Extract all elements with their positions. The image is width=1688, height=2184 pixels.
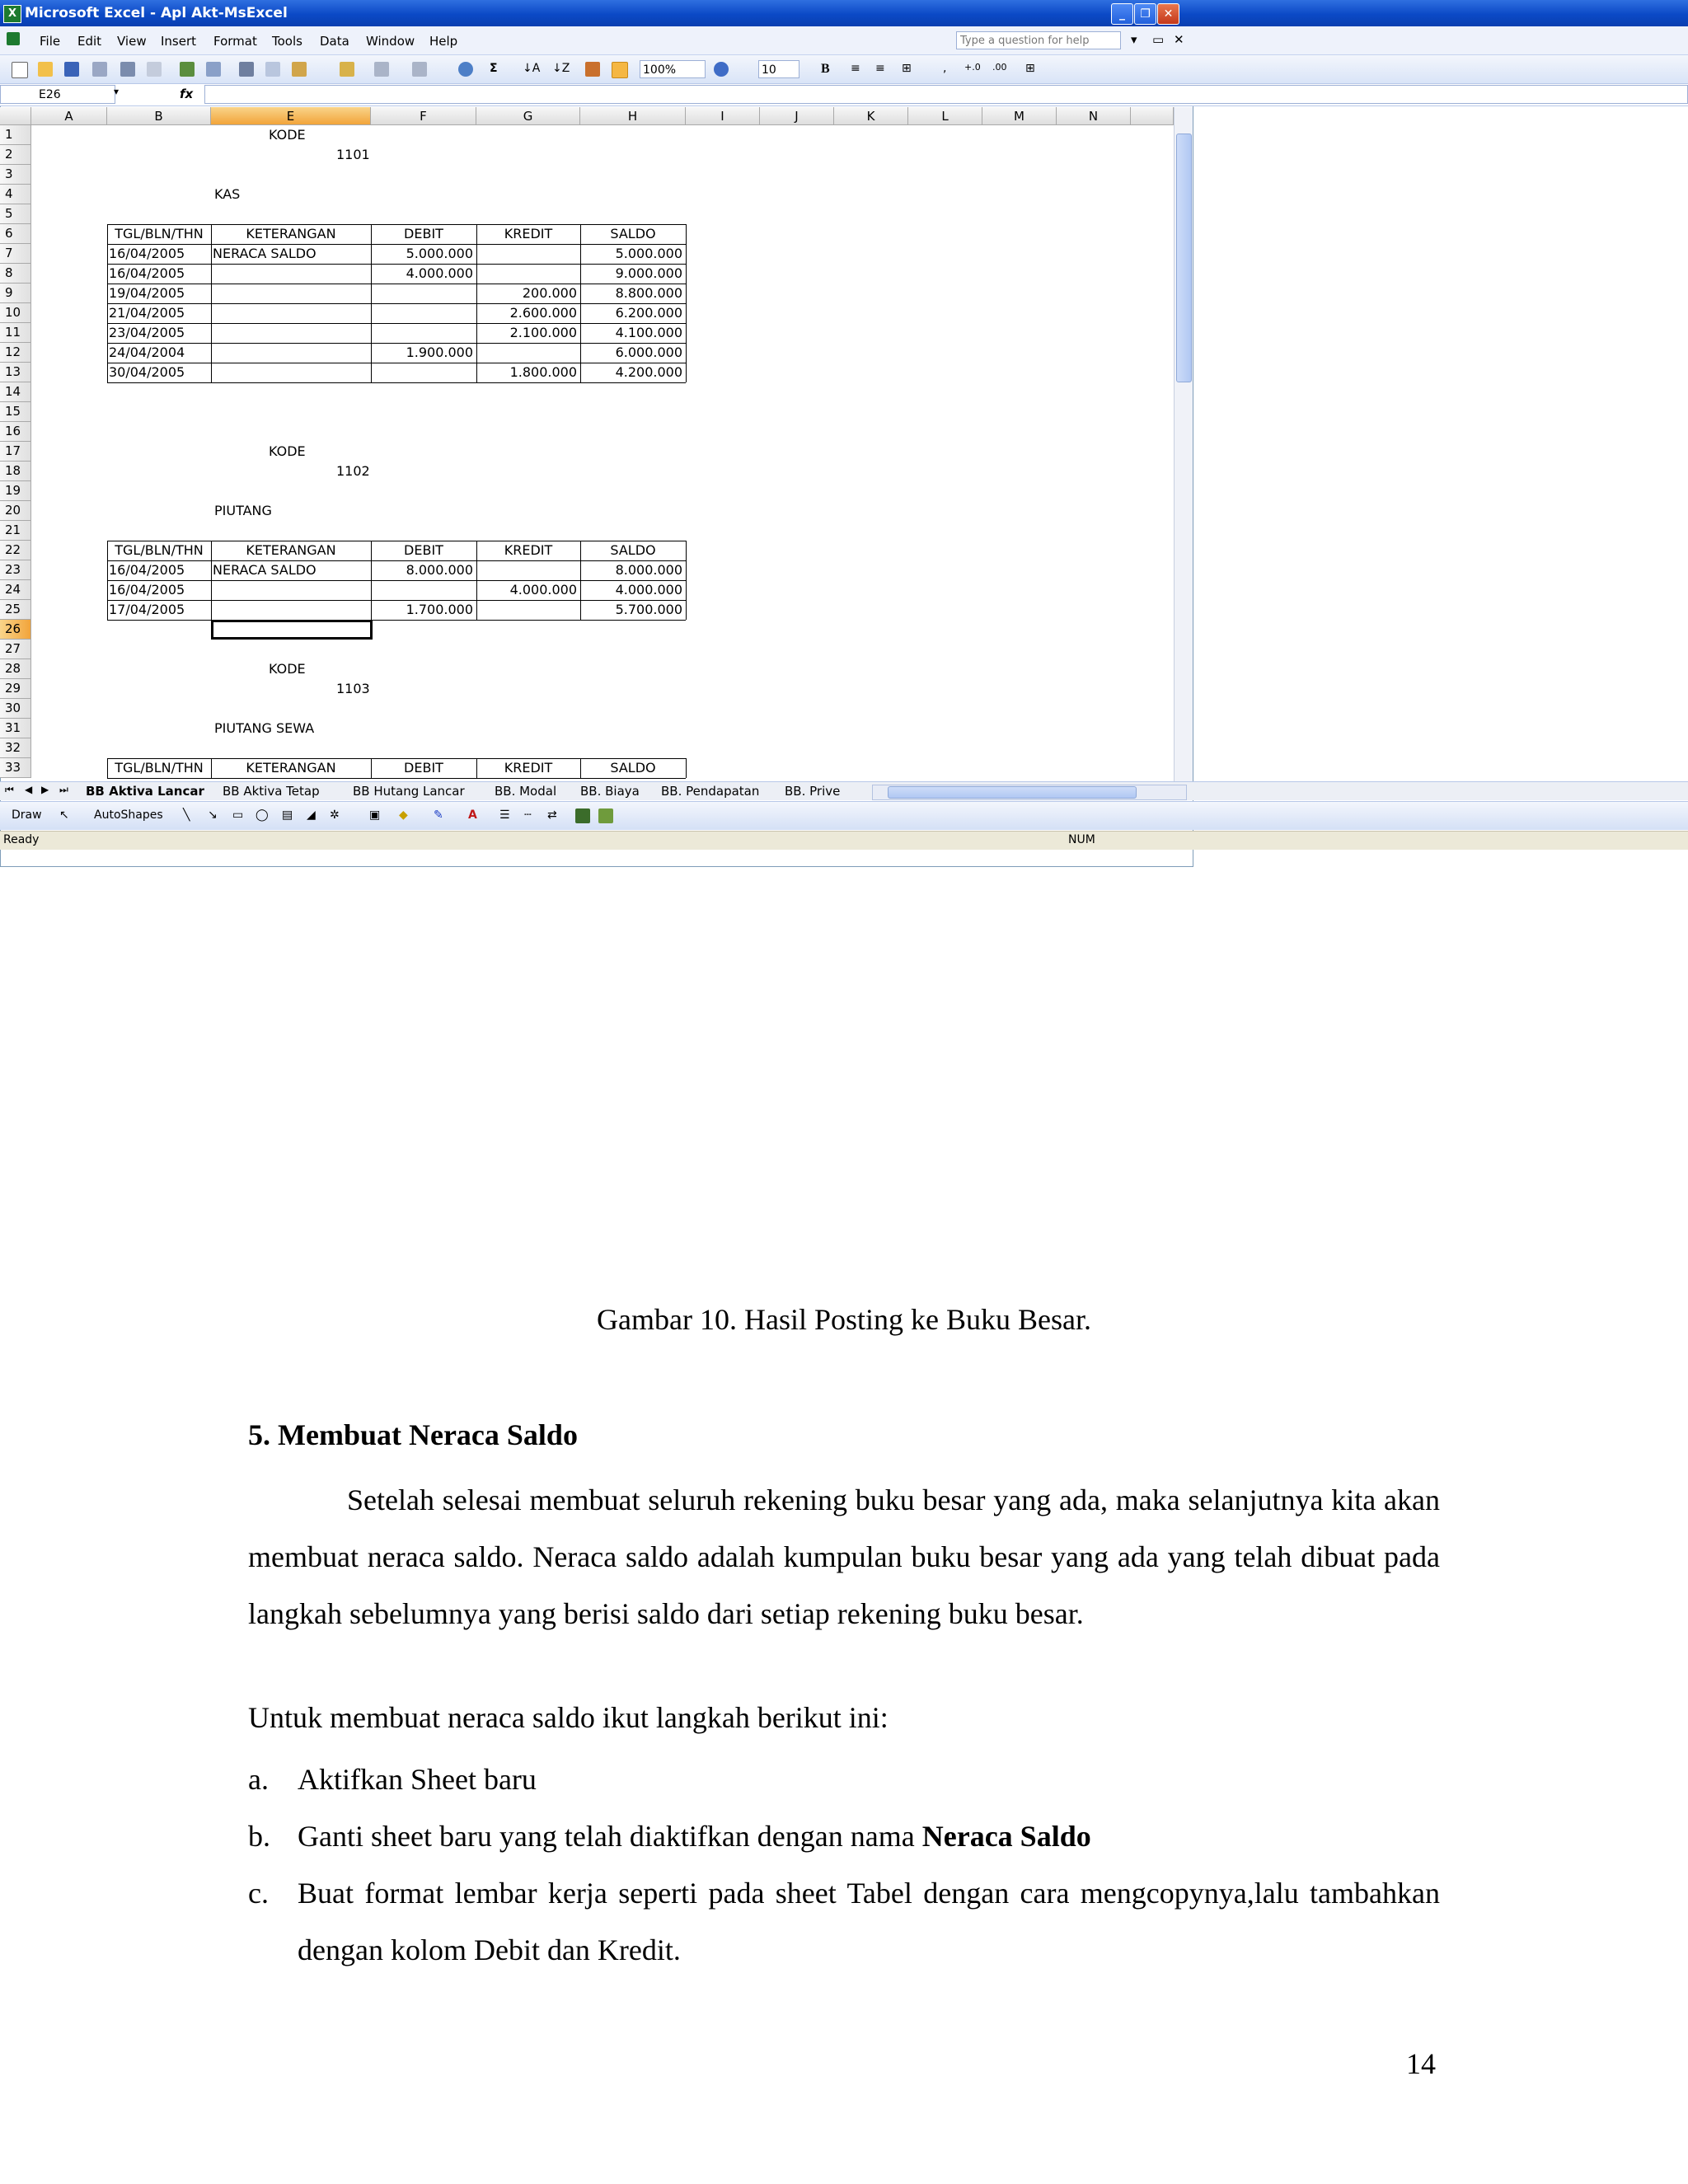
drawing-icon[interactable] — [612, 62, 628, 78]
piutang-header-cell: KETERANGAN — [246, 542, 336, 558]
autosum-icon[interactable]: Σ — [490, 62, 498, 75]
piutang-sewa-header-cell: TGL/BLN/THN — [115, 760, 204, 776]
bold-button[interactable]: B — [821, 62, 830, 76]
kas-cell: 2.600.000 — [509, 305, 577, 321]
permission-icon[interactable] — [92, 62, 107, 77]
column-header-partial[interactable] — [1131, 107, 1174, 125]
piutang-cell: 8.000.000 — [406, 562, 473, 578]
kas-cell: 2.100.000 — [509, 325, 577, 340]
tab-nav-prev-icon[interactable]: ◀ — [25, 784, 33, 795]
row-header-20[interactable]: 20 — [0, 501, 31, 521]
window-title: Microsoft Excel - Apl Akt-MsExcel — [25, 5, 288, 21]
vertical-scroll-thumb[interactable] — [1176, 134, 1192, 382]
column-header-i[interactable]: I — [686, 107, 760, 125]
step-a-text: Aktifkan Sheet baru — [298, 1763, 537, 1796]
kas-column-line — [686, 224, 687, 382]
align-left-icon[interactable]: ≡ — [851, 62, 860, 75]
excel-screenshot — [0, 0, 1193, 867]
kas-cell: 200.000 — [522, 285, 577, 301]
vertical-scrollbar[interactable] — [1174, 107, 1193, 783]
column-header-g[interactable]: G — [476, 107, 580, 125]
page-number: 14 — [1406, 2047, 1436, 2080]
borders-icon[interactable]: ⊞ — [1025, 62, 1035, 75]
piutang-sewa-account-name: PIUTANG SEWA — [214, 720, 315, 736]
3d-style-icon[interactable] — [598, 808, 613, 823]
step-b-text: Ganti sheet baru yang telah diaktifkan dengan nama — [298, 1820, 922, 1853]
draw-menu-button[interactable]: Draw — [12, 808, 42, 822]
window-close-icon[interactable]: ✕ — [1174, 32, 1184, 47]
row-header-3[interactable]: 3 — [0, 165, 31, 185]
arrow-icon[interactable]: ↘ — [208, 808, 218, 822]
piutang-sewa-kode-label: KODE — [269, 661, 306, 677]
kas-cell: 6.000.000 — [615, 344, 682, 360]
shadow-style-icon[interactable] — [575, 808, 590, 823]
step-c — [248, 1865, 1440, 1980]
step-b-marker: b. — [248, 1820, 270, 1853]
row-header-24[interactable]: 24 — [0, 580, 31, 600]
research-icon[interactable] — [206, 62, 221, 77]
piutang-cell: 8.000.000 — [615, 562, 682, 578]
open-icon[interactable] — [38, 62, 53, 77]
column-header-f[interactable]: F — [371, 107, 476, 125]
piutang-header-cell: DEBIT — [404, 542, 443, 558]
section-heading: 5. Membuat Neraca Saldo — [248, 1418, 578, 1451]
row-header-18[interactable]: 18 — [0, 462, 31, 481]
new-icon[interactable] — [12, 62, 28, 78]
diagram-icon[interactable]: ✲ — [330, 808, 340, 822]
sheet-tab-bb-aktiva-tetap[interactable]: BB Aktiva Tetap — [223, 784, 320, 799]
sort-descending-icon[interactable]: ↓Z — [552, 62, 570, 75]
kas-cell: 4.000.000 — [406, 265, 473, 281]
sheet-tabs-bar — [0, 781, 1193, 800]
menu-window[interactable]: Window — [366, 34, 415, 49]
menu-bar — [0, 26, 1193, 55]
minimize-button[interactable]: _ — [1111, 3, 1133, 25]
comma-style-icon[interactable]: , — [943, 62, 947, 75]
piutang-header-cell: TGL/BLN/THN — [115, 542, 204, 558]
column-header-b[interactable]: B — [107, 107, 211, 125]
piutang-cell: 5.700.000 — [615, 602, 682, 617]
step-a-marker: a. — [248, 1763, 269, 1796]
align-center-icon[interactable]: ≡ — [875, 62, 885, 75]
menu-view[interactable]: View — [117, 34, 147, 49]
kas-row-line — [107, 382, 686, 383]
piutang-row-line — [107, 620, 686, 621]
piutang-sewa-header-cell: KREDIT — [504, 760, 553, 776]
kas-cell: 5.000.000 — [406, 246, 473, 261]
standard-toolbar — [0, 55, 1193, 84]
worksheet-grid[interactable] — [0, 107, 1192, 783]
row-header-9[interactable]: 9 — [0, 284, 31, 303]
dash-style-icon[interactable]: ┄ — [524, 808, 532, 822]
piutang-sewa-header-cell: KETERANGAN — [246, 760, 336, 776]
chart-wizard-icon[interactable] — [585, 62, 600, 77]
sheet-tab-bb-prive[interactable]: BB. Prive — [785, 784, 841, 799]
font-color-icon[interactable]: A — [468, 808, 477, 822]
row-header-7[interactable]: 7 — [0, 244, 31, 264]
decrease-decimal-icon[interactable]: .00 — [992, 62, 1007, 73]
kas-cell: 5.000.000 — [615, 246, 682, 261]
window-restore-icon[interactable]: ▭ — [1152, 32, 1165, 47]
save-icon[interactable] — [64, 62, 79, 77]
row-header-27[interactable]: 27 — [0, 640, 31, 659]
rectangle-icon[interactable]: ▭ — [232, 808, 244, 822]
column-header-n[interactable]: N — [1057, 107, 1131, 125]
row-header-10[interactable]: 10 — [0, 303, 31, 323]
piutang-header-cell: SALDO — [610, 542, 656, 558]
kas-cell: 30/04/2005 — [109, 364, 185, 380]
step-b-bold-name: Neraca Saldo — [921, 1820, 1091, 1853]
piutang-kode-label: KODE — [269, 443, 306, 459]
piutang-sewa-kode-value: 1103 — [336, 681, 370, 696]
select-objects-icon[interactable]: ↖ — [59, 808, 69, 822]
format-painter-icon[interactable] — [340, 62, 354, 77]
piutang-cell: NERACA SALDO — [213, 562, 316, 578]
step-b — [248, 1808, 1440, 1865]
excel-icon: X — [3, 5, 21, 23]
increase-decimal-icon[interactable]: +.0 — [964, 62, 981, 73]
sheet-tab-bb-aktiva-lancar[interactable]: BB Aktiva Lancar — [86, 784, 204, 799]
piutang-sewa-header-cell: SALDO — [610, 760, 656, 776]
oval-icon[interactable]: ◯ — [256, 808, 269, 822]
menu-format[interactable]: Format — [213, 34, 257, 49]
redo-icon[interactable] — [412, 62, 427, 77]
sheet-tab-bb-modal[interactable]: BB. Modal — [495, 784, 557, 799]
help-search-input[interactable]: Type a question for help — [956, 31, 1121, 49]
column-header-a[interactable]: A — [31, 107, 107, 125]
copy-icon[interactable] — [265, 62, 280, 77]
kas-cell: 19/04/2005 — [109, 285, 185, 301]
row-header-13[interactable]: 13 — [0, 363, 31, 382]
step-a — [248, 1751, 1440, 1808]
body-paragraph — [248, 1472, 1440, 1643]
column-header-h[interactable]: H — [580, 107, 686, 125]
piutang-kode-value: 1102 — [336, 463, 370, 479]
step-c-marker: c. — [248, 1877, 269, 1910]
tab-nav-next-icon[interactable]: ▶ — [41, 784, 49, 795]
column-header-k[interactable]: K — [834, 107, 908, 125]
row-header-23[interactable]: 23 — [0, 560, 31, 580]
kas-header-cell: DEBIT — [404, 226, 443, 241]
kas-kode-value: 1101 — [336, 147, 370, 162]
sort-ascending-icon[interactable]: ↓A — [523, 62, 541, 75]
sheet-tab-bb-pendapatan[interactable]: BB. Pendapatan — [661, 784, 760, 799]
kas-cell: 9.000.000 — [615, 265, 682, 281]
piutang-cell: 17/04/2005 — [109, 602, 185, 617]
kas-cell: 8.800.000 — [615, 285, 682, 301]
print-icon[interactable] — [120, 62, 135, 77]
row-header-28[interactable]: 28 — [0, 659, 31, 679]
figure-caption: Gambar 10. Hasil Posting ke Buku Besar. — [597, 1303, 1091, 1336]
close-button[interactable]: ✕ — [1157, 3, 1179, 25]
row-header-2[interactable]: 2 — [0, 145, 31, 165]
kas-header-cell: SALDO — [610, 226, 656, 241]
active-cell-e26[interactable] — [211, 620, 373, 640]
horizontal-scrollbar[interactable] — [872, 785, 1187, 800]
kas-cell: 4.100.000 — [615, 325, 682, 340]
kas-cell: 24/04/2004 — [109, 344, 185, 360]
column-header-e[interactable]: E — [211, 107, 371, 125]
status-ready: Ready — [3, 833, 40, 846]
kas-cell: 6.200.000 — [615, 305, 682, 321]
column-header-m[interactable]: M — [982, 107, 1057, 125]
paragraph-text: Setelah selesai membuat seluruh rekening buku besar yang ada, maka selanjutnya kita akan membuat neraca saldo. Neraca saldo adalah kumpulan buku besar yang ada yang telah dibuat pada langkah sebelumnya yang berisi saldo dari setiap rekening buku besar. — [248, 1483, 1440, 1630]
row-header-6[interactable]: 6 — [0, 224, 31, 244]
steps-intro: Untuk membuat neraca saldo ikut langkah berikut ini: — [248, 1701, 889, 1734]
zoom-select[interactable]: 100% — [640, 60, 706, 78]
menu-data[interactable]: Data — [320, 34, 349, 49]
piutang-cell: 16/04/2005 — [109, 582, 185, 598]
row-header-16[interactable]: 16 — [0, 422, 31, 442]
kas-account-name: KAS — [214, 186, 241, 202]
step-b-content — [298, 1808, 1440, 1865]
row-header-14[interactable]: 14 — [0, 382, 31, 402]
piutang-header-cell: KREDIT — [504, 542, 553, 558]
row-header-12[interactable]: 12 — [0, 343, 31, 363]
kas-cell: 21/04/2005 — [109, 305, 185, 321]
sheet-tab-bb-biaya[interactable]: BB. Biaya — [580, 784, 640, 799]
chevron-down-icon[interactable]: ▾ — [1131, 32, 1137, 47]
fill-color-icon[interactable]: ◆ — [399, 808, 408, 822]
row-header-11[interactable]: 11 — [0, 323, 31, 343]
piutang-sewa-row-line — [107, 778, 686, 779]
row-header-26[interactable]: 26 — [0, 620, 31, 640]
row-header-1[interactable]: 1 — [0, 125, 31, 145]
status-num-lock: NUM — [1068, 833, 1095, 846]
row-header-4[interactable]: 4 — [0, 185, 31, 204]
piutang-column-line — [686, 541, 687, 620]
kas-kode-label: KODE — [269, 127, 306, 143]
line-color-icon[interactable]: ✎ — [434, 808, 443, 822]
menu-tools[interactable]: Tools — [272, 34, 302, 49]
insert-picture-icon[interactable]: ▣ — [369, 808, 381, 822]
column-header-j[interactable]: J — [760, 107, 834, 125]
textbox-icon[interactable]: ▤ — [282, 808, 293, 822]
menu-edit[interactable]: Edit — [77, 34, 102, 49]
row-header-30[interactable]: 30 — [0, 699, 31, 719]
spelling-icon[interactable] — [180, 62, 195, 77]
piutang-cell: 4.000.000 — [615, 582, 682, 598]
kas-header-cell: TGL/BLN/THN — [115, 226, 204, 241]
row-header-32[interactable]: 32 — [0, 738, 31, 758]
name-box-dropdown-icon[interactable]: ▾ — [114, 86, 120, 97]
kas-header-cell: KREDIT — [504, 226, 553, 241]
kas-header-cell: KETERANGAN — [246, 226, 336, 241]
autoshapes-menu-button[interactable]: AutoShapes — [94, 808, 163, 822]
menu-insert[interactable]: Insert — [161, 34, 197, 49]
row-header-29[interactable]: 29 — [0, 679, 31, 699]
kas-cell: 1.900.000 — [406, 344, 473, 360]
line-style-icon[interactable]: ☰ — [499, 808, 510, 822]
row-header-15[interactable]: 15 — [0, 402, 31, 422]
print-preview-icon[interactable] — [147, 62, 162, 77]
tab-nav-last-icon[interactable]: ⏭ — [59, 784, 68, 795]
piutang-cell: 1.700.000 — [406, 602, 473, 617]
step-c-text: Buat format lembar kerja seperti pada sheet Tabel dengan cara mengcopynya,lalu tambahkan dengan kolom Debit dan Kredit. — [298, 1877, 1440, 1966]
restore-button[interactable]: ❐ — [1134, 3, 1156, 25]
kas-cell: 4.200.000 — [615, 364, 682, 380]
select-all-corner[interactable] — [0, 107, 31, 125]
sheet-tab-bb-hutang-lancar[interactable]: BB Hutang Lancar — [353, 784, 465, 799]
kas-cell: 1.800.000 — [509, 364, 577, 380]
drawing-toolbar — [0, 801, 1193, 830]
status-bar — [0, 831, 1193, 850]
kas-cell: 16/04/2005 — [109, 265, 185, 281]
row-header-5[interactable]: 5 — [0, 204, 31, 224]
row-header-17[interactable]: 17 — [0, 442, 31, 462]
piutang-sewa-column-line — [686, 758, 687, 778]
menu-file[interactable]: File — [40, 34, 61, 49]
arrow-style-icon[interactable]: ⇄ — [547, 808, 557, 822]
kas-cell: NERACA SALDO — [213, 246, 316, 261]
row-header-33[interactable]: 33 — [0, 758, 31, 778]
formula-bar — [0, 84, 1193, 106]
title-bar — [0, 0, 1193, 26]
undo-icon[interactable] — [374, 62, 389, 77]
workbook-icon — [7, 32, 20, 45]
wordart-icon[interactable]: ◢ — [307, 808, 316, 822]
row-header-21[interactable]: 21 — [0, 521, 31, 541]
piutang-account-name: PIUTANG — [214, 503, 272, 518]
row-header-25[interactable]: 25 — [0, 600, 31, 620]
font-size-select[interactable]: 10 — [758, 60, 799, 78]
cut-icon[interactable] — [239, 62, 254, 77]
paste-icon[interactable] — [292, 62, 307, 77]
horizontal-scroll-thumb[interactable] — [888, 786, 1137, 799]
kas-cell: 16/04/2005 — [109, 246, 185, 261]
formula-input[interactable] — [204, 85, 1193, 104]
hyperlink-icon[interactable] — [458, 62, 473, 77]
row-header-31[interactable]: 31 — [0, 719, 31, 738]
piutang-sewa-header-cell: DEBIT — [404, 760, 443, 776]
row-header-22[interactable]: 22 — [0, 541, 31, 560]
row-header-19[interactable]: 19 — [0, 481, 31, 501]
help-icon[interactable] — [714, 62, 729, 77]
kas-cell: 23/04/2005 — [109, 325, 185, 340]
piutang-cell: 4.000.000 — [509, 582, 577, 598]
merge-center-icon[interactable]: ⊞ — [902, 62, 912, 75]
piutang-cell: 16/04/2005 — [109, 562, 185, 578]
tab-nav-first-icon[interactable]: ⏮ — [5, 784, 14, 795]
name-box[interactable]: E26 — [0, 85, 115, 104]
line-icon[interactable]: ╲ — [183, 808, 190, 822]
menu-help[interactable]: Help — [429, 34, 458, 49]
row-header-8[interactable]: 8 — [0, 264, 31, 284]
insert-function-icon[interactable]: fx — [180, 87, 194, 101]
column-header-l[interactable]: L — [908, 107, 982, 125]
